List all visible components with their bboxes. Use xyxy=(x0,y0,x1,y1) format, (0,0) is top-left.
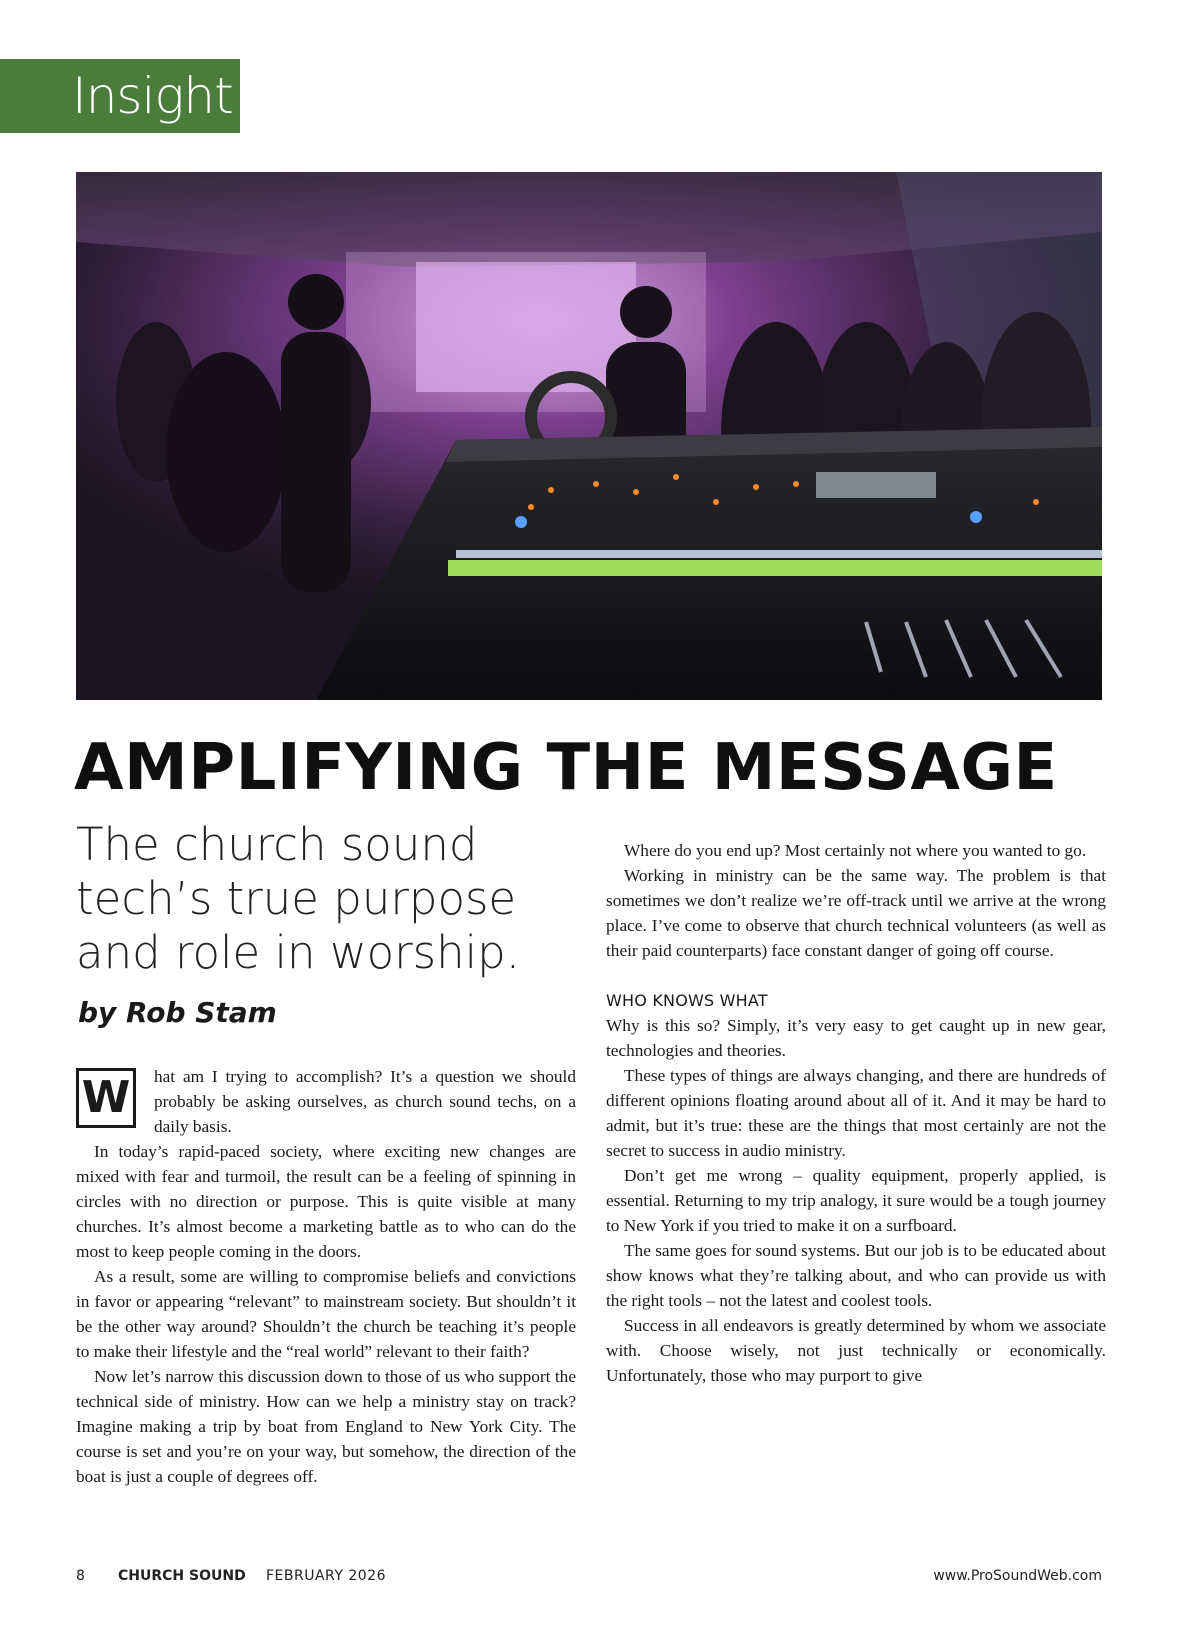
drop-cap: W xyxy=(76,1068,136,1128)
body-paragraph: Success in all endeavors is greatly determined by whom we associate with. Choose wisely, not just technically or economically. Unfortunately, those who may purport to give xyxy=(606,1316,1106,1385)
body-paragraph: In today’s rapid-paced society, where exciting new changes are mixed with fear and turmoil, the result can be a feeling of spinning in circles with no direction or purpose. This is quite visible at many churches. It’s almost become a marketing battle as to who can do the most to keep people coming in the doors. xyxy=(76,1142,576,1261)
hero-photo xyxy=(76,172,1102,700)
left-column xyxy=(76,1064,576,1489)
article-byline: by Rob Stam xyxy=(78,996,277,1029)
right-column xyxy=(606,838,1106,1388)
body-paragraph: Where do you end up? Most certainly not where you wanted to go. xyxy=(624,841,1087,860)
page-number: 8 xyxy=(76,1568,85,1584)
article-subhead: The church sound tech’s true purpose and role in worship. xyxy=(76,818,521,979)
body-paragraph: Working in ministry can be the same way. The problem is that sometimes we don’t realize we’re off-track until we arrive at the wrong place. I’ve come to observe that church technical volunteers (as well as their paid counterparts) face constant danger of going off course. xyxy=(606,866,1106,960)
section-tab: Insight xyxy=(0,59,240,133)
article-headline: AMPLIFYING THE MESSAGE xyxy=(74,731,1058,805)
body-paragraph: hat am I trying to accomplish? It’s a question we should probably be asking ourselves, as church sound techs, on a daily basis. xyxy=(154,1067,576,1136)
issue-date: FEBRUARY 2026 xyxy=(266,1568,387,1584)
body-paragraph: These types of things are always changing, and there are hundreds of different opinions floating around about all of it. And it may be hard to admit, but it’s true: these are the things that most certainly are not the secret to success in audio ministry. xyxy=(606,1066,1106,1160)
page-footer xyxy=(76,1568,1102,1592)
mixing-console-photo xyxy=(76,172,1102,700)
website-link[interactable]: www.ProSoundWeb.com xyxy=(933,1568,1102,1584)
body-paragraph: Why is this so? Simply, it’s very easy to get caught up in new gear, technologies and theories. xyxy=(606,1016,1106,1060)
body-paragraph: The same goes for sound systems. But our job is to be educated about show knows what they’re talking about, and who can provide us with the right tools – not the latest and coolest tools. xyxy=(606,1241,1106,1310)
body-paragraph: Don’t get me wrong – quality equipment, properly applied, is essential. Returning to my trip analogy, it sure would be a tough journey to New York if you tried to make it on a surfboard. xyxy=(606,1166,1106,1235)
body-paragraph: Now let’s narrow this discussion down to those of us who support the technical side of ministry. How can we help a ministry stay on track? Imagine making a trip by boat from England to New York City. The course is set and you’re on your way, but somehow, the direction of the boat is just a couple of degrees off. xyxy=(76,1367,576,1486)
body-paragraph: As a result, some are willing to compromise beliefs and convictions in favor or appearing “relevant” to mainstream society. But shouldn’t it be the other way around? Shouldn’t the church be teaching it’s people to make their lifestyle and the “real world” relevant to their faith? xyxy=(76,1267,576,1361)
magazine-name: CHURCH SOUND xyxy=(118,1568,246,1584)
subsection-heading: WHO KNOWS WHAT xyxy=(606,991,768,1010)
